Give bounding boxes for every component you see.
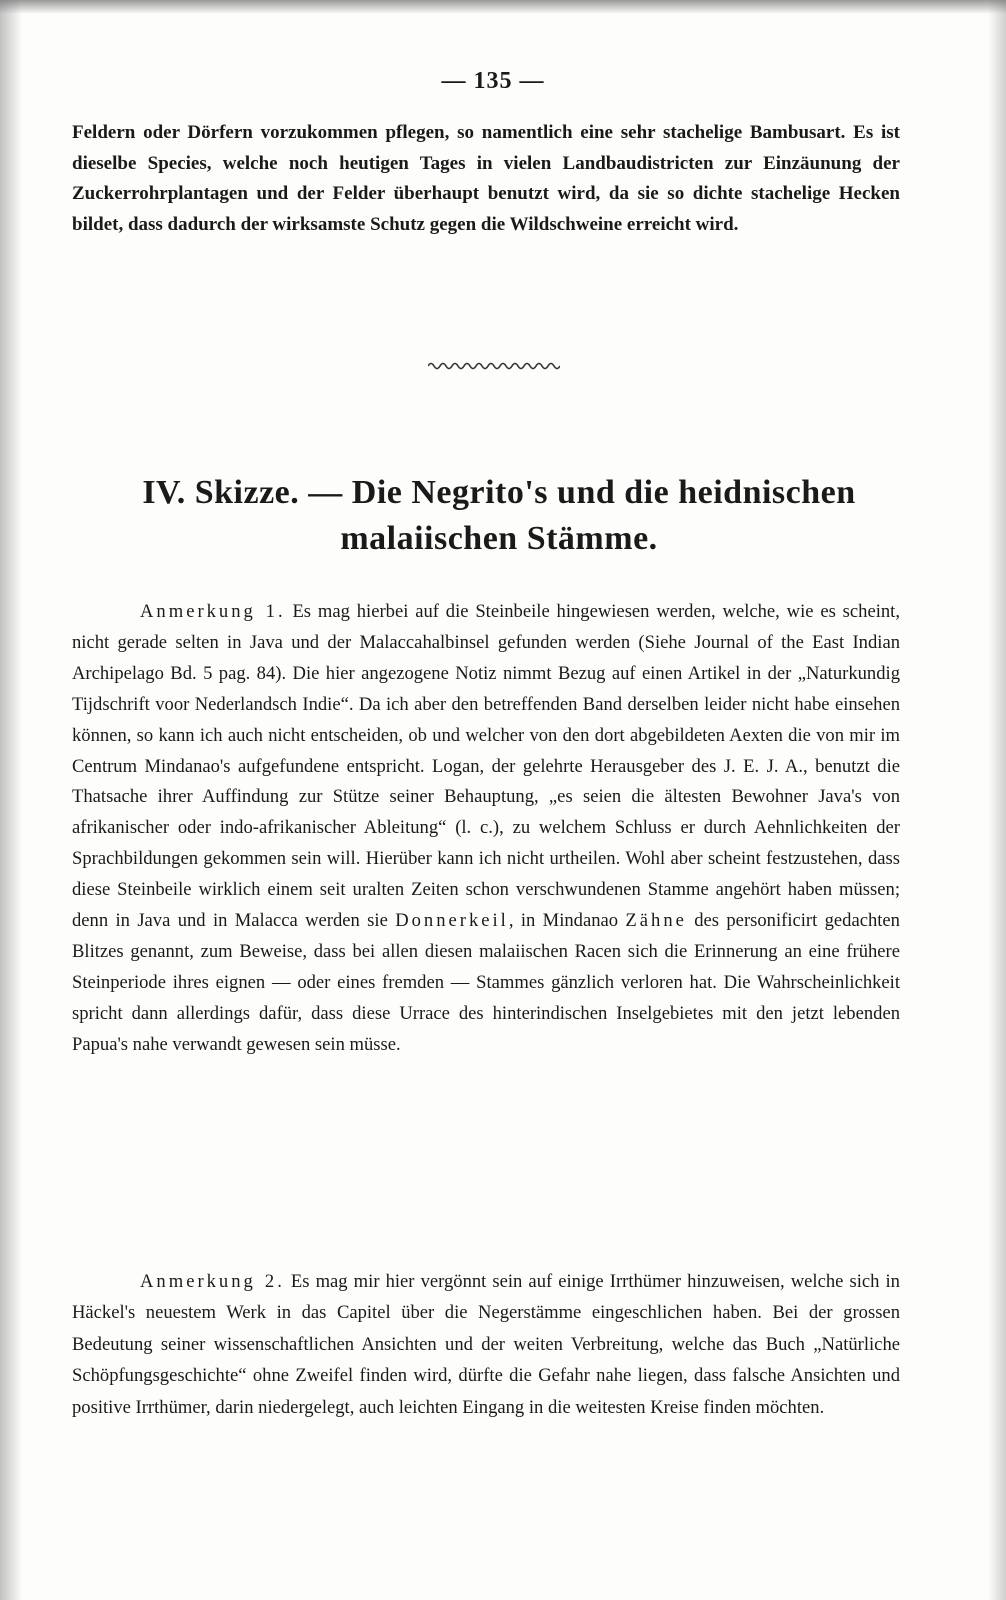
footnote-1-text-a: Es mag hierbei auf die Steinbeile hingewiesen werden, welche, wie es scheint, nicht gerade selten in Java und der Malaccahalbinsel gefunden werden (Siehe Journal of the East Indian Archipelago Bd. 5 pag. 84). Die hier angezogene Notiz nimmt Bezug auf einen Artikel in der „Naturkundig Tijdschrift voor Nederlandsch Indie“. Da ich aber den betreffenden Band derselben leider nicht habe einsehen können, so kann ich auch nicht entscheiden, ob und welcher von den dort abgebildeten Aexten die von mir im Centrum Mindanao's aufgefundene entspricht. Logan, der gelehrte Herausgeber des J. E. J. A., benutzt die Thatsache ihrer Auffindung zur Stütze seiner Behauptung, „es seien die ältesten Bewohner Java's von afrikanischer oder indo-afrikanischer Ableitung“ (l. c.), zu welchem Schluss er durch Aehnlichkeiten der Sprachbildungen gekommen sein will. Hierüber kann ich nicht urtheilen. Wohl aber scheint festzustehen, dass diese Steinbeile wirklich einem seit uralten Zeiten schon verschwundenen Stamme angehört haben müssen; denn in Java und in Malacca werden sie <box>72 601 900 932</box>
footnote-1-term-zaehne: Zähne <box>625 910 687 932</box>
footnote-1-label: Anmerkung 1. <box>140 601 286 622</box>
chapter-title <box>72 470 926 562</box>
footnote-2-text: Es mag mir hier vergönnt sein auf einige Irrthümer hinzuweisen, welche sich in Häckel's neuestem Werk in das Capitel über die Negerstämme eingeschlichen haben. Bei der grossen Bedeutung seiner wissenschaftlichen Ansichten und der weiten Verbreitung, welche das Buch „Natürliche Schöpfungsgeschichte“ ohne Zweifel finden wird, dürfte die Gefahr nahe liegen, dass falsche Ansichten und positive Irrthümer, darin niedergelegt, auch leichten Eingang in die weitesten Kreise finden möchten. <box>72 1271 900 1418</box>
footnote-2-paragraph <box>72 1266 900 1423</box>
footnote-1-paragraph <box>72 597 900 1061</box>
continued-paragraph-text: Feldern oder Dörfern vorzukommen pflegen, so namentlich eine sehr stachelige Bambusart. Es ist dieselbe Species, welche noch heutigen Tages in vielen Landbaudistricten zur Einzäunung der Zuckerrohrplantagen und der Felder überhaupt benutzt wird, da sie so dichte stachelige Hecken bildet, dass dadurch der wirksamste Schutz gegen die Wildschweine erreicht wird. <box>72 122 900 235</box>
scan-shadow-top <box>0 0 1006 14</box>
footnote-1-term-donnerkeil: Donnerkeil <box>395 910 509 932</box>
footnote-1-text-c: des personificirt gedachten Blitzes genannt, zum Beweise, dass bei allen diesen malaiischen Racen sich die Erinnerung an eine frühere Steinperiode ihres eignen — oder eines fremden — Stammes gänzlich verloren hat. Die Wahrscheinlichkeit spricht dann allerdings dafür, dass diese Urrace des hinterindischen Inselgebietes mit den jetzt lebenden Papua's nahe verwandt gewesen sein müsse. <box>72 910 900 1055</box>
scan-shadow-left <box>0 0 22 1600</box>
footnote-1 <box>72 597 900 1061</box>
page-number: — 135 — <box>441 68 545 94</box>
continued-paragraph <box>72 118 900 240</box>
footnote-2 <box>72 1266 900 1423</box>
section-divider-ornament <box>428 360 560 372</box>
footnote-2-label: Anmerkung 2. <box>140 1271 285 1292</box>
scan-shadow-right <box>988 0 1006 1600</box>
chapter-title-line-2: malaiischen Stämme. <box>340 520 658 557</box>
footnote-1-text-b: , in Mindanao <box>508 910 619 932</box>
chapter-title-line-1: IV. Skizze. — Die Negrito's und die heidnischen <box>142 474 856 511</box>
